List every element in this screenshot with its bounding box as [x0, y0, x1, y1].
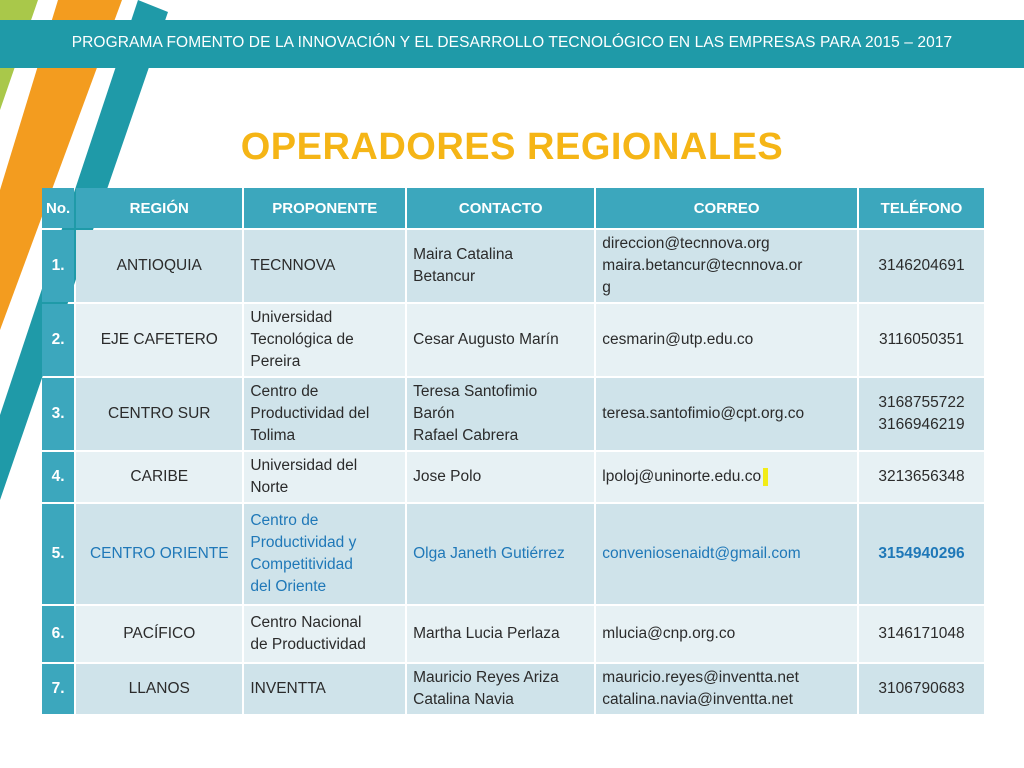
proponente-line: TECNNOVA — [250, 257, 336, 274]
contacto-cell — [407, 304, 594, 376]
contacto-line: Mauricio Reyes Ariza — [413, 669, 559, 686]
col-header-proponente: PROPONENTE — [244, 188, 405, 228]
table-row — [42, 664, 984, 714]
telefono-line: 3154940296 — [878, 545, 965, 562]
correo-line: direccion@tecnnova.org — [602, 235, 770, 252]
region-cell: CENTRO SUR — [76, 378, 242, 450]
text-cursor-highlight — [763, 468, 768, 486]
correo-line: mauricio.reyes@inventta.net — [602, 669, 799, 686]
correo-cell — [596, 664, 857, 714]
correo-line: maira.betancur@tecnnova.or — [602, 257, 803, 274]
row-number: 2. — [42, 304, 74, 376]
correo-line: cesmarin@utp.edu.co — [602, 331, 754, 348]
telefono-line: 3146171048 — [878, 625, 965, 642]
col-header-correo: CORREO — [596, 188, 857, 228]
telefono-cell — [859, 664, 984, 714]
page-title: OPERADORES REGIONALES — [240, 126, 784, 168]
table-body — [42, 230, 984, 714]
correo-cell — [596, 606, 857, 662]
col-header-contacto: CONTACTO — [407, 188, 594, 228]
table-row — [42, 452, 984, 502]
correo-line: conveniosenaidt@gmail.com — [602, 545, 801, 562]
telefono-cell — [859, 304, 984, 376]
proponente-line: Tecnológica de — [250, 331, 354, 348]
proponente-line: Centro de — [250, 512, 319, 529]
telefono-line: 3106790683 — [878, 680, 965, 697]
proponente-cell — [244, 304, 405, 376]
region-cell: EJE CAFETERO — [76, 304, 242, 376]
table-row — [42, 504, 984, 604]
correo-cell — [596, 504, 857, 604]
proponente-line: Competitividad — [250, 556, 353, 573]
proponente-line: Centro de — [250, 383, 319, 400]
proponente-line: Productividad del — [250, 405, 370, 422]
telefono-cell — [859, 378, 984, 450]
correo-cell — [596, 378, 857, 450]
table-row — [42, 230, 984, 302]
correo-line: lpoloj@uninorte.edu.co — [602, 468, 762, 485]
correo-line: teresa.santofimio@cpt.org.co — [602, 405, 805, 422]
contacto-line: Rafael Cabrera — [413, 427, 519, 444]
telefono-line: 3168755722 — [878, 394, 965, 411]
table-row — [42, 378, 984, 450]
proponente-cell — [244, 452, 405, 502]
proponente-cell — [244, 664, 405, 714]
contacto-line: Martha Lucia Perlaza — [413, 625, 560, 642]
contacto-line: Olga Janeth Gutiérrez — [413, 545, 565, 562]
contacto-cell — [407, 606, 594, 662]
col-header-no: No. — [42, 188, 74, 228]
telefono-line: 3166946219 — [878, 416, 965, 433]
region-cell: CENTRO ORIENTE — [76, 504, 242, 604]
contacto-line: Barón — [413, 405, 455, 422]
col-header-region: REGIÓN — [76, 188, 242, 228]
contacto-cell — [407, 230, 594, 302]
proponente-line: del Oriente — [250, 578, 327, 595]
row-number: 4. — [42, 452, 74, 502]
region-cell: PACÍFICO — [76, 606, 242, 662]
telefono-cell — [859, 230, 984, 302]
correo-line: g — [602, 279, 611, 296]
proponente-line: Universidad del — [250, 457, 358, 474]
contacto-line: Maira Catalina — [413, 246, 514, 263]
correo-line: mlucia@cnp.org.co — [602, 625, 736, 642]
region-cell: ANTIOQUIA — [76, 230, 242, 302]
proponente-cell — [244, 230, 405, 302]
contacto-cell — [407, 378, 594, 450]
table-row — [42, 304, 984, 376]
proponente-line: Centro Nacional — [250, 614, 362, 631]
table-header-row — [42, 188, 984, 228]
contacto-line: Jose Polo — [413, 468, 482, 485]
proponente-cell — [244, 606, 405, 662]
row-number: 6. — [42, 606, 74, 662]
row-number: 5. — [42, 504, 74, 604]
proponente-line: de Productividad — [250, 636, 366, 653]
row-number: 3. — [42, 378, 74, 450]
proponente-line: Universidad — [250, 309, 333, 326]
telefono-line: 3146204691 — [878, 257, 965, 274]
telefono-cell — [859, 504, 984, 604]
correo-cell — [596, 452, 857, 502]
region-cell: LLANOS — [76, 664, 242, 714]
proponente-line: Norte — [250, 479, 289, 496]
contacto-cell — [407, 504, 594, 604]
proponente-line: INVENTTA — [250, 680, 326, 697]
row-number: 1. — [42, 230, 74, 302]
telefono-line: 3213656348 — [878, 468, 965, 485]
region-cell: CARIBE — [76, 452, 242, 502]
telefono-cell — [859, 606, 984, 662]
contacto-line: Betancur — [413, 268, 476, 285]
col-header-telefono: TELÉFONO — [859, 188, 984, 228]
row-number: 7. — [42, 664, 74, 714]
proponente-cell — [244, 504, 405, 604]
program-title: PROGRAMA FOMENTO DE LA INNOVACIÓN Y EL DESARROLLO TECNOLÓGICO EN LAS EMPRESAS PARA 2015 – 2017 — [71, 34, 953, 51]
proponente-line: Productividad y — [250, 534, 357, 551]
contacto-line: Teresa Santofimio — [413, 383, 538, 400]
correo-cell — [596, 304, 857, 376]
proponente-cell — [244, 378, 405, 450]
operators-table — [40, 186, 986, 716]
contacto-line: Cesar Augusto Marín — [413, 331, 559, 348]
contacto-line: Catalina Navia — [413, 691, 514, 708]
correo-cell — [596, 230, 857, 302]
telefono-line: 3116050351 — [878, 331, 965, 348]
proponente-line: Tolima — [250, 427, 296, 444]
telefono-cell — [859, 452, 984, 502]
correo-line: catalina.navia@inventta.net — [602, 691, 793, 708]
table-row — [42, 606, 984, 662]
proponente-line: Pereira — [250, 353, 301, 370]
contacto-cell — [407, 452, 594, 502]
contacto-cell — [407, 664, 594, 714]
